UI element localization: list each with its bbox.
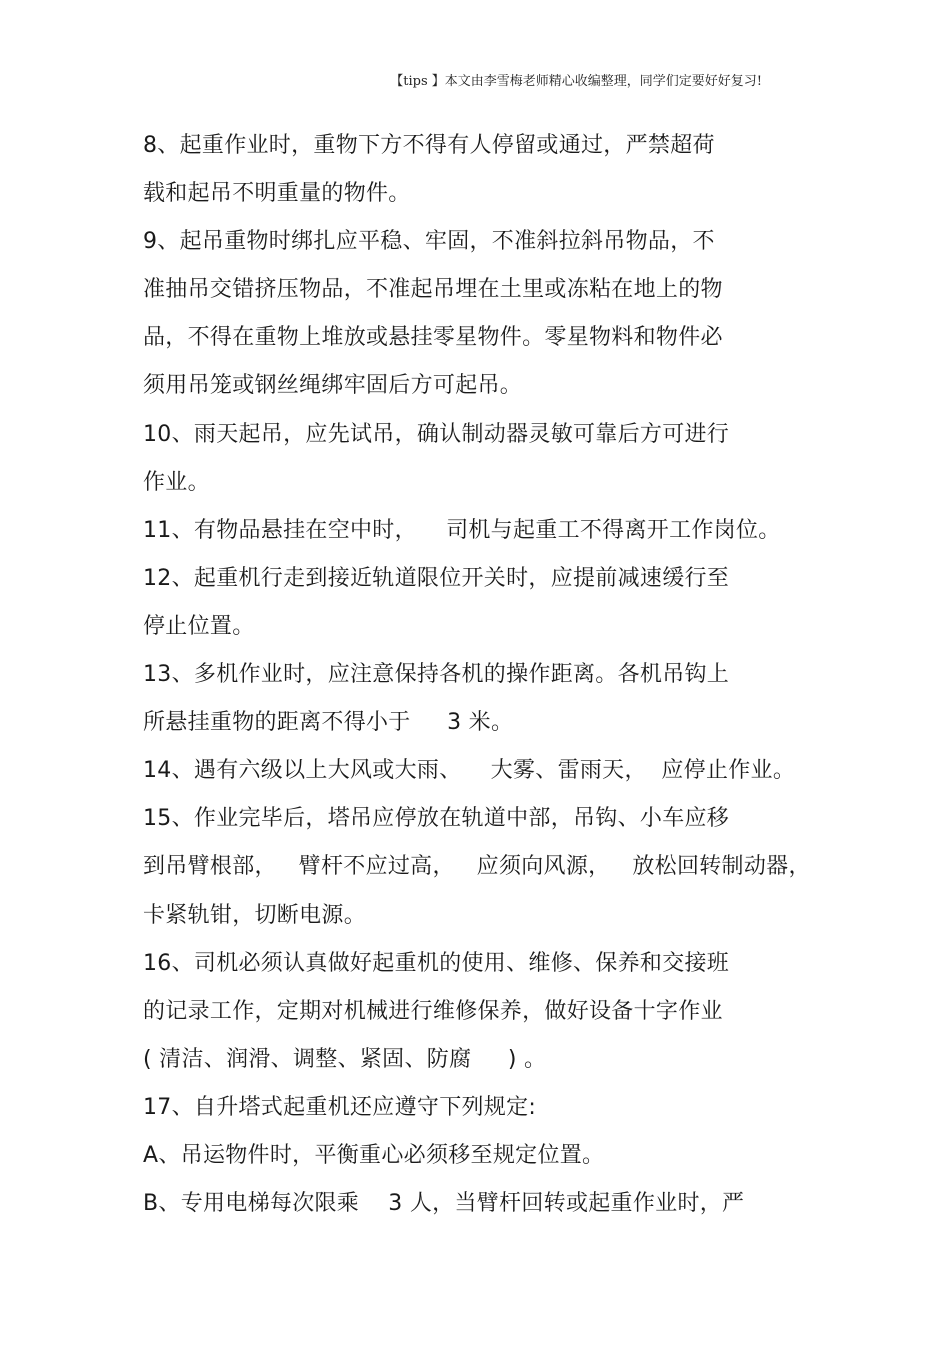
text-line: 须用吊笼或钢丝绳绑牢固后方可起吊。 [143,373,523,399]
text-line: 品，不得在重物上堆放或悬挂零星物件。零星物料和物件必 [143,325,723,351]
header-tips-note: 【tips 】本文由李雪梅老师精心收编整理，同学们定要好好复习! [390,74,762,89]
document-body [143,122,843,1228]
text-line: 载和起吊不明重量的物件。 [143,181,411,207]
text-line: A、吊运物件时，平衡重心必须移至规定位置。 [143,1142,605,1168]
text-line: 11、有物品悬挂在空中时， 司机与起重工不得离开工作岗位。 [143,517,781,543]
text-line: 所悬挂重物的距离不得小于 3 米。 [143,710,514,736]
text-line: 9、起吊重物时绑扎应平稳、牢固，不准斜拉斜吊物品，不 [143,229,715,255]
text-line: 13、多机作业时，应注意保持各机的操作距离。各机吊钩上 [143,662,730,688]
text-line: 12、起重机行走到接近轨道限位开关时，应提前减速缓行至 [143,565,730,591]
text-line: 8、起重作业时，重物下方不得有人停留或通过，严禁超荷 [143,133,715,158]
text-line: 16、司机必须认真做好起重机的使用、维修、保养和交接班 [143,950,730,976]
text-line: 卡紧轨钳，切断电源。 [143,902,367,928]
text-line: 15、作业完毕后，塔吊应停放在轨道中部，吊钩、小车应移 [143,806,730,832]
text-line: 10、雨天起吊，应先试吊，确认制动器灵敏可靠后方可进行 [143,421,730,447]
text-line: ( 清洁、润滑、调整、紧固、防腐 ) 。 [143,1046,547,1072]
text-line: 准抽吊交错挤压物品，不准起吊埋在土里或冻粘在地上的物 [143,277,723,303]
text-line: 14、遇有六级以上大风或大雨、 大雾、雷雨天， 应停止作业。 [143,758,796,784]
text-line: 作业。 [143,469,210,495]
text-line: 到吊臂根部， 臂杆不应过高， 应须向风源， 放松回转制动器， [143,854,811,880]
text-line: 17、自升塔式起重机还应遵守下列规定: [143,1094,537,1120]
text-line: 停止位置。 [143,613,255,639]
text-line: 的记录工作，定期对机械进行维修保养，做好设备十字作业 [143,998,723,1024]
text-line: B、专用电梯每次限乘 3 人，当臂杆回转或起重作业时，严 [143,1191,745,1217]
